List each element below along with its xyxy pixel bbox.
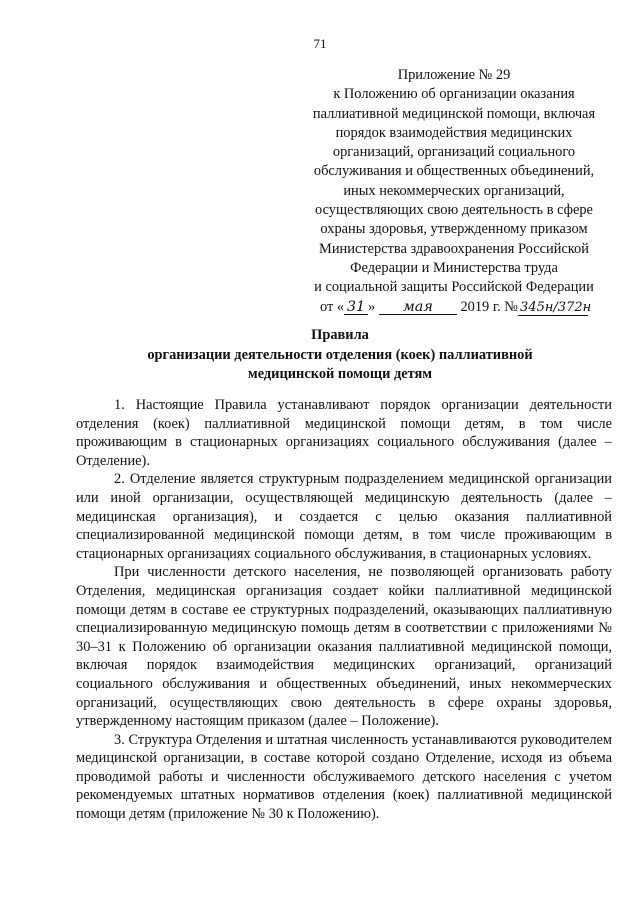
appendix-line: паллиативной медицинской помощи, включая [312, 105, 596, 122]
paragraph: При численности детского населения, не позволяющей организовать работу Отделения, медицинская организация создает койки паллиативной медицинской помощи детям в составе ее структурных подразделений, оказывающих паллиативную специализированную медицинскую помощь детям в соответствии с приложениями № 30–31 к Положению об организации оказания паллиативной медицинской помощи, включая порядок взаимодействия медицинских организаций, организаций социального обслуживания и общественных объединений, иных некоммерческих организаций, осуществляющих свою деятельность в сфере охраны здоровья, утвержденному настоящим приказом (далее – Положение). [76, 564, 612, 730]
title-line: организации деятельности отделения (коек) паллиативной [147, 346, 533, 363]
appendix-line: иных некоммерческих организаций, [343, 182, 565, 199]
appendix-line: организаций, организаций социального [332, 144, 576, 161]
title-line: медицинской помощи детям [247, 366, 433, 382]
order-day-handwritten: 31 [344, 300, 368, 315]
appendix-line: Приложение № 29 [397, 67, 511, 83]
order-date-line [296, 298, 612, 317]
order-quote-close: » [368, 298, 376, 315]
appendix-line: обслуживания и общественных объединений, [313, 163, 595, 180]
appendix-line: Федерации и Министерства труда [350, 259, 558, 276]
order-number-handwritten: 345н/372н [520, 299, 592, 315]
order-month-handwritten: мая [379, 300, 457, 315]
paragraph: 3. Структура Отделения и штатная численность устанавливаются руководителем медицинской организации, в составе которой создано Отделение, исходя из объема проводимой работы и численности обслуживаемого детского населения с учетом рекомендуемых штатных нормативов отделения (коек) паллиативной медицинской помощи детям (приложение № 30 к Положению). [76, 731, 612, 823]
appendix-line: к Положению об организации оказания [333, 86, 575, 103]
appendix-line: Министерства здравоохранения Российской [319, 240, 589, 257]
document-body [76, 396, 612, 824]
appendix-line: порядок взаимодействия медицинских [335, 124, 573, 141]
appendix-line: осуществляющих свою деятельность в сфере [315, 202, 593, 219]
document-title [60, 326, 620, 385]
appendix-line: и социальной защиты Российской Федерации [314, 279, 594, 296]
title-line: Правила [311, 327, 369, 343]
appendix-line: охраны здоровья, утвержденному приказом [320, 221, 588, 238]
appendix-header [296, 66, 612, 317]
order-year-label: 2019 г. № [460, 298, 519, 315]
page-number: 71 [313, 36, 327, 51]
order-from-label: от « [319, 298, 345, 315]
paragraph: 1. Настоящие Правила устанавливают порядок организации деятельности отделения (коек) паллиативной медицинской помощи детям, в том числе проживающим в стационарных организациях социального обслуживания (далее – Отделение). [76, 397, 612, 469]
paragraph: 2. Отделение является структурным подразделением медицинской организации или иной организации, осуществляющей медицинскую деятельность (далее – медицинская организация), и создается с целью оказания паллиативной специализированной медицинской помощи детям, в том числе проживающим в стационарных организациях социального обслуживания, в стационарных условиях. [76, 471, 612, 562]
